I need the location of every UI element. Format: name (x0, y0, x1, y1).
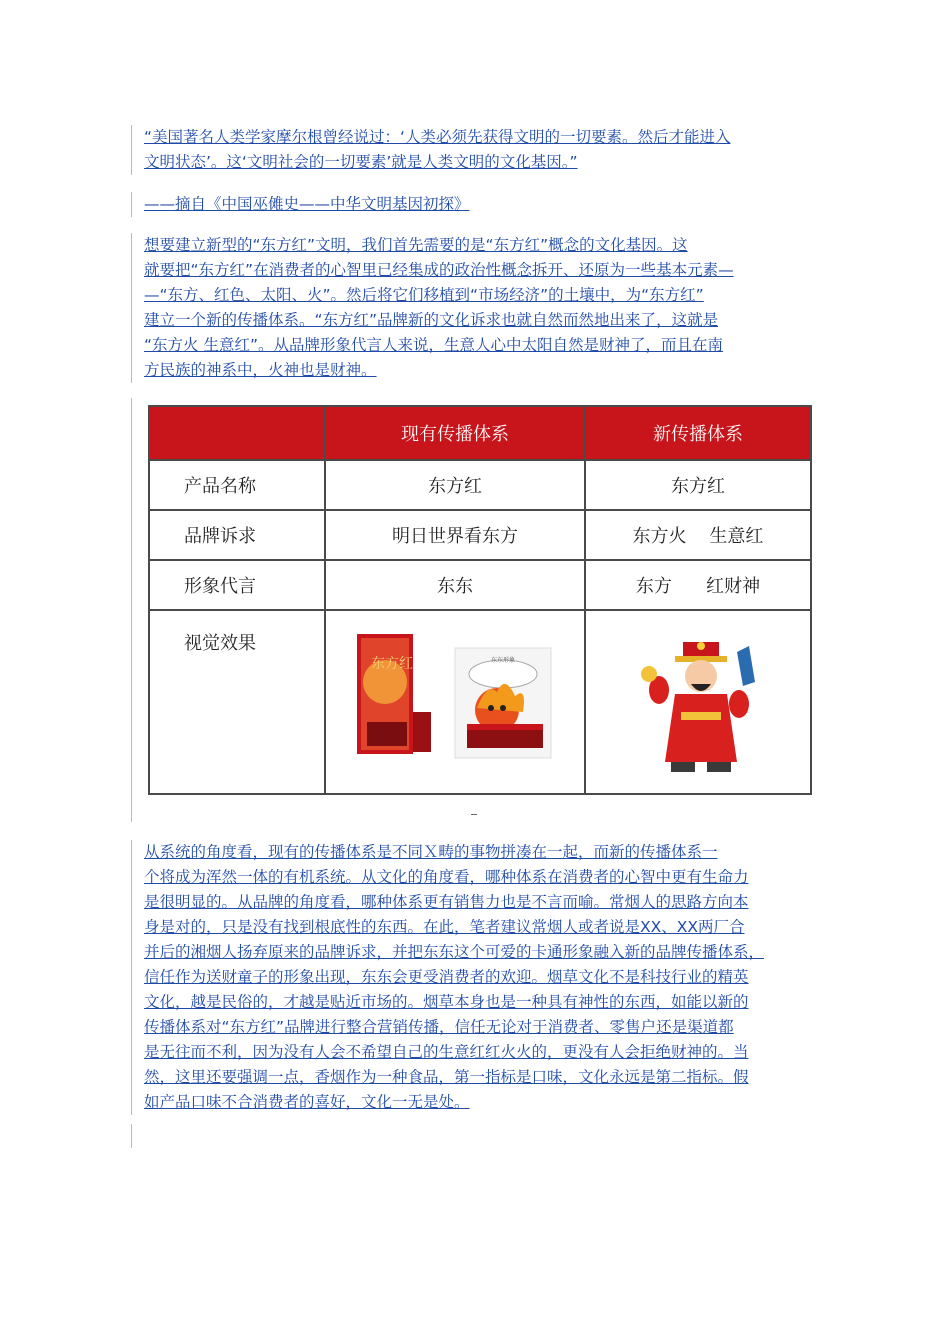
table-corner-cell (149, 406, 325, 460)
stray-mark (471, 814, 477, 815)
paragraph-line[interactable]: 方民族的神系中，火神也是财神。 (144, 361, 377, 379)
quote-line[interactable]: “美国著名人类学家摩尔根曾经说过：‘人类必须先获得文明的一切要素。然后才能进入 (144, 128, 731, 146)
cell-current-visual (325, 610, 585, 794)
header-current-system: 现有传播体系 (325, 406, 585, 460)
source-citation (131, 192, 470, 217)
cell-current: 东方红 (325, 460, 585, 510)
cell-current: 明日世界看东方 (325, 510, 585, 560)
paragraph-line[interactable]: 从系统的角度看，现有的传播体系是不同Ｘ畴的事物拼凑在一起，而新的传播体系一 (144, 843, 718, 861)
paragraph-line[interactable]: —“东方、红色、太阳、火”。然后将它们移植到“市场经济”的土壤中，为“东方红” (144, 286, 704, 304)
row-label: 视觉效果 (149, 610, 325, 794)
table-row (149, 460, 811, 510)
cell-current: 东东 (325, 560, 585, 610)
paragraph-line[interactable]: “东方火 生意红”。从品牌形象代言人来说，生意人心中太阳自然是财神了，而且在南 (144, 336, 723, 354)
cell-new: 东方火 生意红 (585, 510, 811, 560)
cell-new-visual (585, 610, 811, 794)
intro-paragraph (131, 233, 734, 383)
paragraph-line[interactable]: 信任作为送财童子的形象出现，东东会更受消费者的欢迎。烟草文化不是科技行业的精英 (144, 968, 749, 986)
paragraph-line[interactable]: 建立一个新的传播体系。“东方红”品牌新的文化诉求也就自然而然地出来了，这就是 (144, 311, 719, 329)
row-label: 品牌诉求 (149, 510, 325, 560)
margin-bar (131, 1124, 132, 1148)
paragraph-line[interactable]: 是很明显的。从品牌的角度看，哪种体系更有销售力也是不言而喻。常烟人的思路方向本 (144, 893, 749, 911)
god-of-wealth-image (587, 612, 809, 792)
row-label: 形象代言 (149, 560, 325, 610)
cell-new: 东方 红财神 (585, 560, 811, 610)
paragraph-line[interactable]: 个将成为浑然一体的有机系统。从文化的角度看，哪种体系在消费者的心智中更有生命力 (144, 868, 749, 886)
paragraph-line[interactable]: 身是对的，只是没有找到根底性的东西。在此，笔者建议常烟人或者说是XX、XX两厂合 (144, 918, 745, 936)
table-row (149, 510, 811, 560)
paragraph-line[interactable]: 想要建立新型的“东方红”文明，我们首先需要的是“东方红”概念的文化基因。这 (144, 236, 688, 254)
book-title-text: 东方红 (371, 656, 414, 672)
comparison-table (148, 405, 812, 795)
table-row-visual (149, 610, 811, 794)
cartoon-caption: 东东形象 (491, 657, 516, 664)
cell-new: 东方红 (585, 460, 811, 510)
table-row (149, 560, 811, 610)
row-label: 产品名称 (149, 460, 325, 510)
header-new-system: 新传播体系 (585, 406, 811, 460)
paragraph-line[interactable]: 然，这里还要强调一点，香烟作为一种食品，第一指标是口味，文化永远是第二指标。假 (144, 1068, 749, 1086)
paragraph-line[interactable]: 是无往而不利，因为没有人会不希望自己的生意红红火火的，更没有人会拒绝财神的。当 (144, 1043, 749, 1061)
quote-paragraph (131, 125, 730, 175)
margin-bar (131, 398, 132, 822)
quote-line[interactable]: 文明状态’。这‘文明社会的一切要素’就是人类文明的文化基因。” (144, 153, 578, 171)
paragraph-line[interactable]: 并后的湘烟人扬弃原来的品牌诉求，并把东东这个可爱的卡通形象融入新的品牌传播体系， (144, 943, 765, 961)
analysis-paragraph (131, 840, 764, 1115)
current-visual-image (327, 612, 581, 792)
paragraph-line[interactable]: 如产品口味不合消费者的喜好，文化一无是处。 (144, 1093, 470, 1111)
paragraph-line[interactable]: 传播体系对“东方红”品牌进行整合营销传播，信任无论对于消费者、零售户还是渠道都 (144, 1018, 734, 1036)
paragraph-line[interactable]: 文化，越是民俗的，才越是贴近市场的。烟草本身也是一种具有神性的东西，如能以新的 (144, 993, 749, 1011)
source-line[interactable]: ——摘自《中国巫傩史——中华文明基因初探》 (144, 195, 470, 213)
paragraph-line[interactable]: 就要把“东方红”在消费者的心智里已经集成的政治性概念拆开、还原为一些基本元素— (144, 261, 734, 279)
